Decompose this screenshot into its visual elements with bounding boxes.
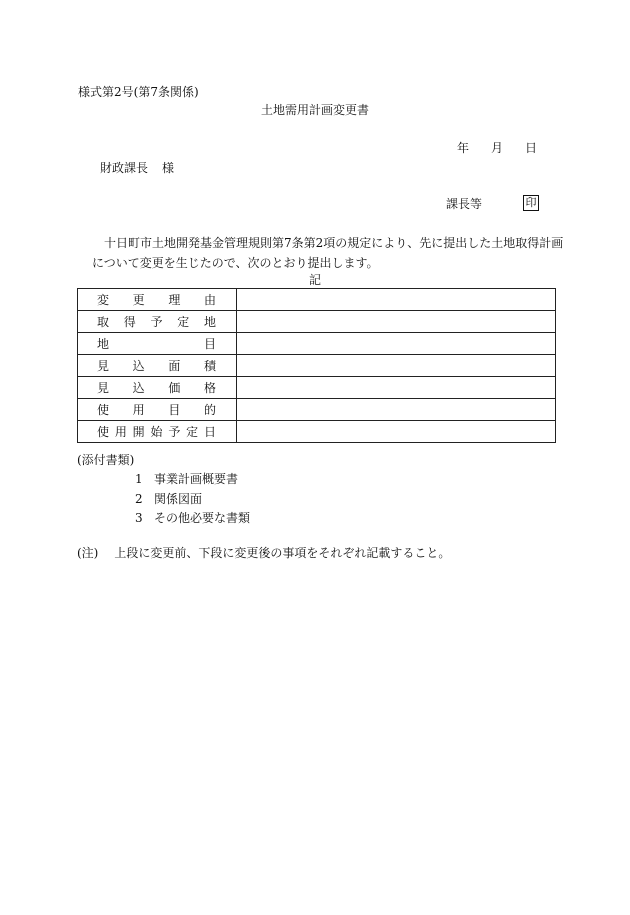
attachment-text: その他必要な書類 — [154, 511, 251, 525]
row-label-char: 込 — [132, 359, 145, 373]
note-text: 上段に変更前、下段に変更後の事項をそれぞれ記載すること。 — [114, 546, 451, 560]
attachment-number: 2 — [135, 492, 143, 506]
row-label-char: 積 — [203, 359, 216, 373]
row-label-char: 見 — [97, 359, 110, 373]
row-label-char: 予 — [150, 315, 163, 329]
date-month-label: 月 — [490, 141, 503, 155]
row-label-char: 地 — [203, 315, 216, 329]
row-label-char: 用 — [114, 425, 127, 439]
row-label-char: 的 — [203, 403, 216, 417]
approver-label: 課長等 — [446, 197, 483, 211]
note-label: (注) — [77, 546, 99, 560]
table-row — [78, 355, 556, 377]
row-label-chars — [78, 335, 236, 352]
row-label-char: 地 — [97, 337, 110, 351]
form-number: 様式第2号(第7条関係) — [78, 85, 199, 99]
table-row — [78, 289, 556, 311]
attachment-item — [135, 473, 238, 485]
row-label-char: 込 — [132, 381, 145, 395]
ki-marker: 記 — [308, 273, 321, 287]
row-label — [78, 333, 237, 355]
row-label-char: 日 — [203, 425, 216, 439]
row-label — [78, 289, 237, 311]
row-label-chars — [78, 423, 236, 440]
attachment-text: 関係図面 — [154, 492, 203, 506]
addressee-honorific: 様 — [162, 161, 175, 175]
row-label-char: 使 — [97, 425, 110, 439]
row-label-char: 予 — [168, 425, 181, 439]
date-line — [457, 142, 537, 154]
row-label-char: 得 — [123, 315, 136, 329]
row-label-char: 価 — [168, 381, 181, 395]
row-label-char: 使 — [97, 403, 110, 417]
row-label-char: 目 — [168, 403, 181, 417]
row-value-field[interactable] — [237, 421, 556, 443]
date-year-label: 年 — [456, 141, 469, 155]
table-row — [78, 377, 556, 399]
seal-stamp: 印 — [523, 195, 539, 211]
row-label — [78, 377, 237, 399]
form-table — [77, 288, 556, 443]
row-label-char: 更 — [132, 293, 145, 307]
attachment-number: 3 — [135, 511, 143, 525]
row-value-field[interactable] — [237, 377, 556, 399]
row-label-chars — [78, 313, 236, 330]
attachment-item — [135, 512, 250, 524]
table-row — [78, 421, 556, 443]
row-label-char: 由 — [203, 293, 216, 307]
row-label-char: 格 — [203, 381, 216, 395]
row-label-char: 理 — [168, 293, 181, 307]
document-title: 土地需用計画変更書 — [260, 103, 369, 117]
row-label-char: 用 — [132, 403, 145, 417]
table-row — [78, 399, 556, 421]
row-value-field[interactable] — [237, 355, 556, 377]
row-label — [78, 421, 237, 443]
row-label-char: 見 — [97, 381, 110, 395]
row-label-char: 取 — [97, 315, 110, 329]
row-label-chars — [78, 357, 236, 374]
row-label-char: 定 — [177, 315, 190, 329]
date-day-label: 日 — [524, 141, 537, 155]
table-row — [78, 311, 556, 333]
note — [77, 547, 450, 559]
body-text-line-2: について変更を生じたので、次のとおり提出します。 — [92, 256, 379, 270]
row-label — [78, 311, 237, 333]
row-value-field[interactable] — [237, 399, 556, 421]
row-value-field[interactable] — [237, 333, 556, 355]
attachment-number: 1 — [135, 472, 143, 486]
table-row — [78, 333, 556, 355]
row-label-chars — [78, 291, 236, 308]
body-text-line-1: 十日町市土地開発基金管理規則第7条第2項の規定により、先に提出した土地取得計画 — [104, 236, 564, 250]
row-label-char: 面 — [168, 359, 181, 373]
row-label-char: 変 — [97, 293, 110, 307]
row-value-field[interactable] — [237, 289, 556, 311]
row-label-chars — [78, 401, 236, 418]
row-label-char: 開 — [132, 425, 145, 439]
row-label-char: 定 — [186, 425, 199, 439]
row-label-chars — [78, 379, 236, 396]
row-label — [78, 355, 237, 377]
attachments-heading: (添付書類) — [77, 453, 135, 467]
row-label-char: 始 — [150, 425, 163, 439]
row-value-field[interactable] — [237, 311, 556, 333]
row-label-char: 目 — [203, 337, 216, 351]
row-label — [78, 399, 237, 421]
addressee — [100, 162, 174, 174]
attachment-text: 事業計画概要書 — [154, 472, 239, 486]
attachment-item — [135, 493, 202, 505]
addressee-name: 財政課長 — [100, 161, 149, 175]
